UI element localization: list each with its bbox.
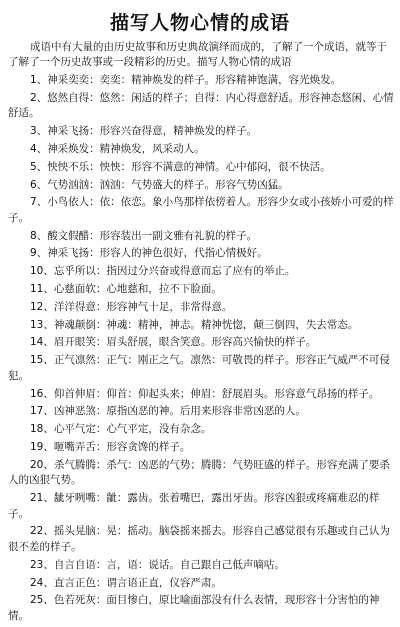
- item-text: 洋洋得意：形容神气十足，非常得意。: [53, 300, 233, 313]
- item-text: 神采奕奕：奕奕：精神焕发的样子。形容精神饱满，容光焕发。: [47, 74, 342, 86]
- list-item: [8, 458, 394, 489]
- item-text: 摇头晃脑：晃：摇动。脑袋摇来摇去。形容自己感觉很有乐趣或自己认为很不差的样子。: [8, 525, 390, 553]
- item-number: 19 、: [30, 441, 54, 453]
- item-number: 23 、: [30, 559, 54, 571]
- item-text: 怏怏不乐：怏怏：形容不满意的神情。心中郁闷，很不快活。: [47, 160, 331, 173]
- item-number: 5 、: [30, 161, 47, 173]
- item-text: 杀气腾腾：杀气：凶恶的气势；腾腾：气势旺盛的样子。形容充满了要杀人的凶狠气势。: [8, 458, 390, 487]
- item-number: 20 、: [30, 459, 54, 471]
- item-text: 酸文假醋：形容装出一副文雅有礼貌的样子。: [47, 229, 258, 242]
- item-text: 神采焕发：精神焕发，风采动人。: [47, 142, 205, 155]
- list-item: [8, 318, 394, 334]
- item-text: 悠然自得：悠然：闲适的样子；自得：内心得意舒适。形容神态悠闲、心情舒适。: [8, 91, 394, 120]
- list-item: [8, 387, 394, 403]
- item-number: 15 、: [30, 354, 54, 366]
- item-text: 气势汹汹：汹汹：气势盛大的样子。形容气势凶猛。: [47, 178, 289, 191]
- page-title: 描写人物心情的成语: [109, 12, 290, 34]
- item-number: 13 、: [30, 319, 54, 331]
- list-item: [8, 300, 394, 316]
- list-item: [8, 142, 394, 158]
- item-number: 18 、: [30, 423, 54, 435]
- item-number: 24 、: [30, 577, 54, 589]
- item-text: 神采飞扬：形容人的神色很好，代指心情极好。: [47, 247, 268, 260]
- item-number: 22 、: [30, 525, 54, 537]
- list-item: [8, 576, 394, 592]
- item-text: 色若死灰：面目惨白，原比喻面部没有什么表情，现形容十分害怕的神情。: [8, 594, 380, 622]
- list-item: [8, 422, 394, 438]
- list-item: [8, 229, 394, 245]
- list-item: [8, 491, 394, 522]
- item-text: 神魂颠倒：神魂：精神，神志。精神恍惚，颠三倒四，失去常态。: [53, 318, 359, 331]
- list-item: [8, 178, 394, 194]
- list-item: [8, 335, 394, 351]
- list-item: [8, 558, 394, 574]
- list-item: [8, 282, 394, 298]
- list-item: [8, 195, 394, 226]
- list-item: [8, 404, 394, 420]
- item-number: 6 、: [30, 179, 47, 191]
- item-text: 仰首伸眉：仰首：仰起头来；伸眉：舒展眉头。形容意气昂扬的样子。: [53, 387, 380, 400]
- item-number: 7 、: [30, 196, 47, 208]
- item-text: 眉开眼笑：眉头舒展，眼含笑意。形容高兴愉快的样子。: [53, 336, 317, 349]
- item-text: 忘乎所以：指因过分兴奋或得意而忘了应有的举止。: [53, 265, 296, 278]
- item-number: 3 、: [30, 125, 47, 137]
- list-item: [8, 353, 394, 384]
- intro-paragraph: 成语中有大量的由历史故事和历史典故演绎而成的，了解了一个成语，就等于了解了一个历史故事或一段精彩的历史。描写人物心情的成语: [8, 41, 387, 68]
- list-item: [8, 160, 394, 176]
- item-number: 25 、: [30, 594, 54, 606]
- item-text: 咂嘴弄舌：形容贪馋的样子。: [53, 440, 191, 453]
- item-number: 2 、: [30, 92, 47, 104]
- item-number: 11 、: [30, 283, 54, 295]
- item-text: 心平气定：心气平定，没有杂念。: [53, 423, 212, 436]
- list-item: [8, 124, 394, 140]
- item-text: 心慈面软：心地慈和，拉不下脸面。: [53, 283, 222, 295]
- item-text: 直言正色：谓言语正直，仪容严肃。: [53, 576, 222, 589]
- item-text: 正气凛然：正气：刚正之气。凛然：可敬畏的样子。形容正气威严不可侵犯。: [8, 354, 390, 382]
- item-text: 龇牙咧嘴：龇：露齿。张着嘴巴，露出牙齿。形容凶狠或疼痛难忍的样子。: [8, 492, 380, 520]
- item-number: 17 、: [30, 405, 54, 417]
- list-item: [8, 73, 394, 89]
- item-text: 神采飞扬：形容兴奋得意，精神焕发的样子。: [47, 125, 258, 138]
- item-number: 12 、: [30, 301, 54, 313]
- idiom-list: [8, 73, 394, 625]
- list-item: [8, 440, 394, 456]
- item-text: 小鸟依人：依：依恋。象小鸟那样依傍着人。形容少女或小孩娇小可爱的样子。: [8, 196, 394, 224]
- item-number: 21 、: [30, 492, 54, 504]
- item-number: 8 、: [30, 230, 47, 242]
- article-body: [8, 40, 394, 627]
- list-item: [8, 246, 394, 262]
- item-number: 1 、: [30, 74, 47, 86]
- item-text: 自言自语：言，语：说话。自己跟自己低声嘀咕。: [53, 558, 285, 571]
- item-number: 4 、: [30, 143, 47, 155]
- list-item: [8, 593, 394, 624]
- item-number: 9 、: [30, 247, 47, 259]
- list-item: [8, 264, 394, 280]
- item-number: 14 、: [30, 336, 54, 348]
- item-number: 16 、: [30, 388, 54, 400]
- item-text: 凶神恶煞：原指凶恶的神。后用来形容非常凶恶的人。: [53, 405, 306, 418]
- item-number: 10 、: [30, 265, 54, 277]
- list-item: [8, 524, 394, 555]
- list-item: [8, 91, 394, 122]
